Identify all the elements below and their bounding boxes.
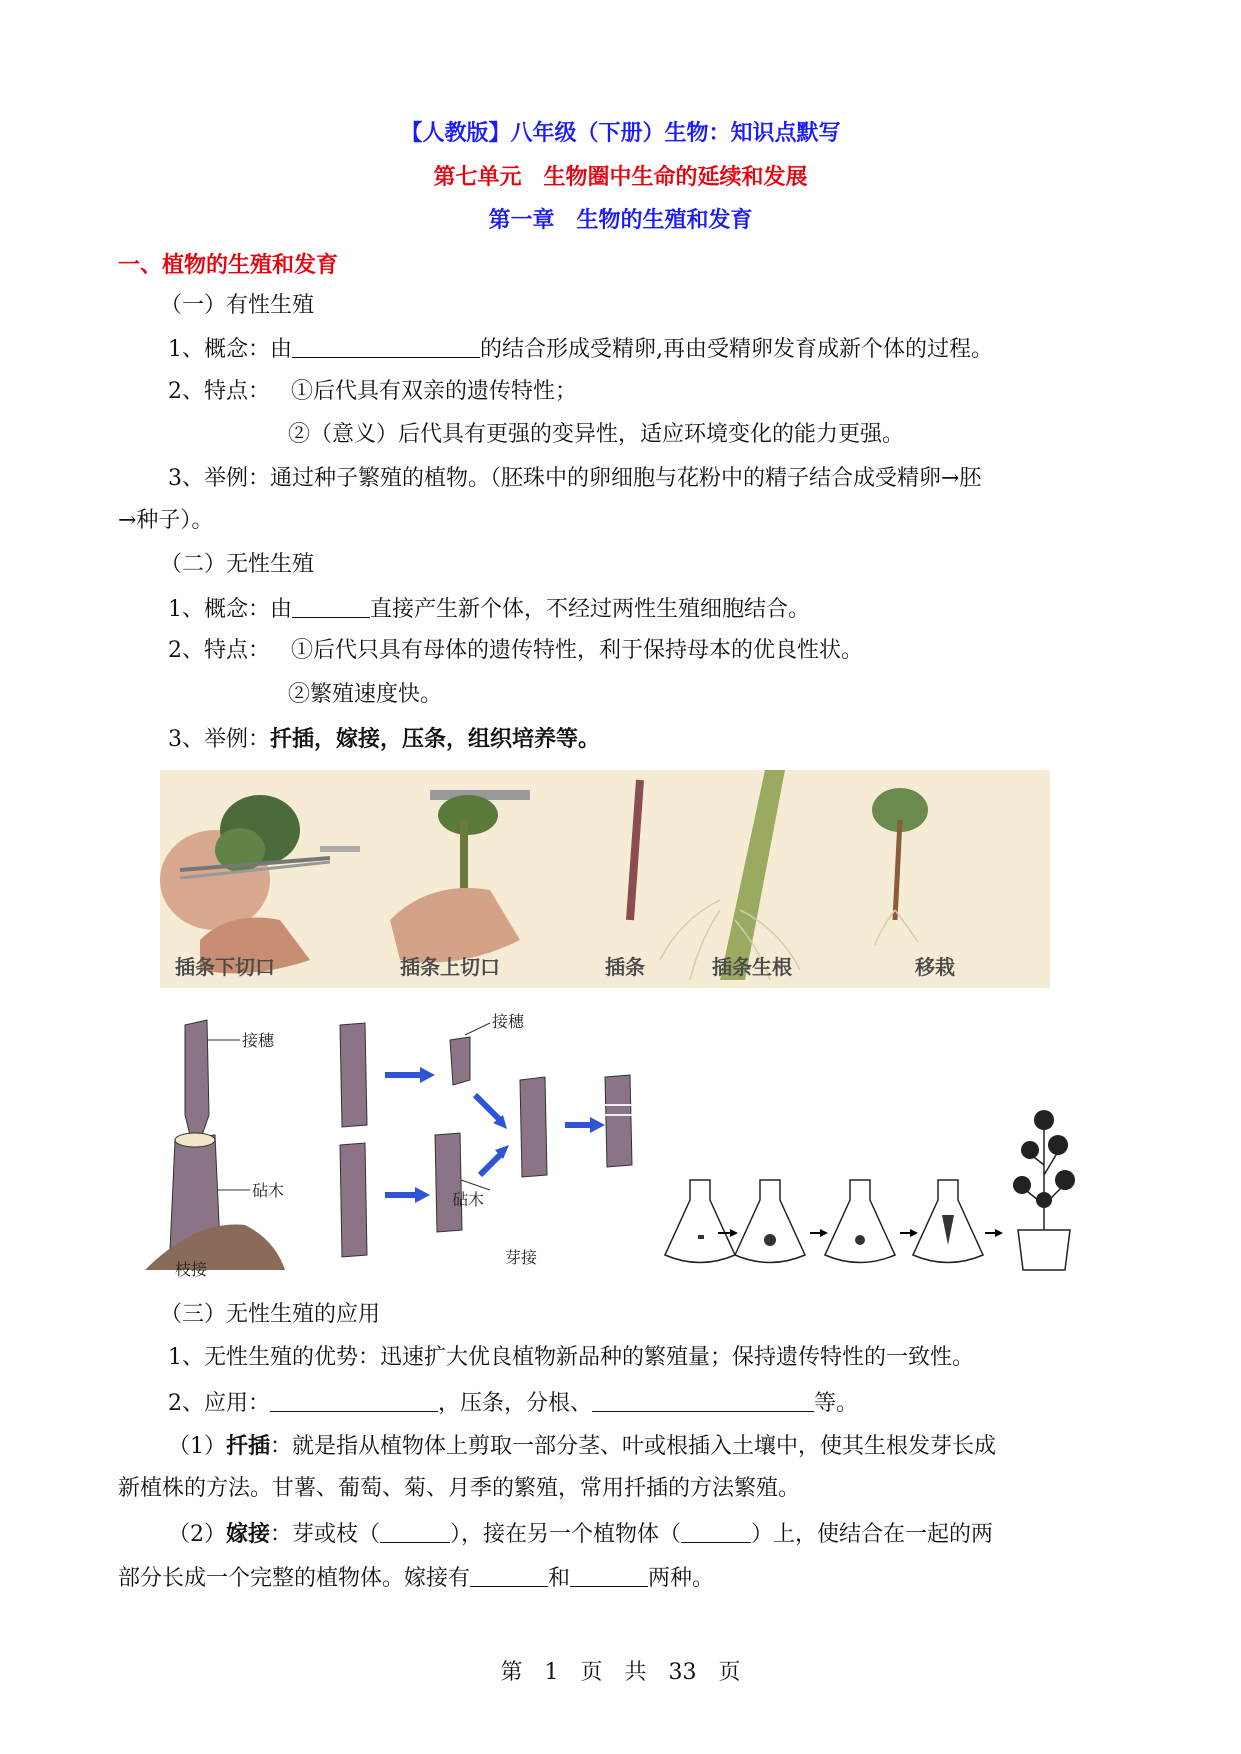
graft-2c: 两种。 [648, 1566, 715, 1591]
photo-label: 移栽 [915, 955, 955, 979]
fill-blank[interactable] [292, 333, 480, 358]
asexual-traits [168, 636, 863, 666]
apply-post: 等。 [814, 1391, 859, 1416]
fill-blank[interactable] [592, 1387, 814, 1412]
graft-2a: 部分长成一个完整的植物体。嫁接有 [118, 1566, 471, 1591]
grafting-diagram [145, 1005, 665, 1280]
fill-blank[interactable] [270, 1387, 438, 1412]
graft-2b: 和 [548, 1566, 571, 1591]
cutting-text: ：就是指从植物体上剪取一部分茎、叶或根插入土壤中，使其生根发芽长成 [270, 1434, 997, 1459]
graft-label: 砧木 [252, 1181, 285, 1200]
photo-label: 插条下切口 [175, 955, 275, 979]
graft-a: ：芽或枝（ [270, 1522, 381, 1547]
graft-num: （2） [168, 1522, 226, 1547]
asexual-heading: （二）无性生殖 [160, 552, 315, 577]
trait-label: 2、特点： [168, 638, 270, 663]
doc-title: 【人教版】八年级（下册）生物：知识点默写 [400, 120, 841, 146]
graft-line-1 [168, 1518, 993, 1550]
graft-label: 砧木 [452, 1190, 485, 1209]
fill-blank[interactable] [292, 593, 370, 618]
sexual-example-2: →种子）。 [118, 508, 214, 533]
application-heading: （三）无性生殖的应用 [160, 1302, 381, 1327]
asexual-concept-pre: 1、概念：由 [168, 597, 292, 622]
graft-label: 芽接 [505, 1248, 538, 1267]
sexual-example-1: 3、举例：通过种子繁殖的植物。（胚珠中的卵细胞与花粉中的精子结合成受精卵→胚 [168, 466, 982, 491]
example-bold: 扦插，嫁接，压条，组织培养等。 [270, 726, 601, 752]
application-line [168, 1387, 858, 1419]
fill-blank[interactable] [380, 1518, 450, 1543]
sexual-concept [168, 333, 993, 365]
cutting-line-2: 新植株的方法。甘薯、葡萄、菊、月季的繁殖，常用扦插的方法繁殖。 [118, 1476, 801, 1501]
asexual-example [168, 724, 600, 755]
graft-term: 嫁接 [226, 1521, 271, 1547]
cutting-term: 扦插 [226, 1433, 271, 1459]
photo-label: 插条 [605, 955, 645, 979]
fill-blank[interactable] [681, 1518, 751, 1543]
cutting-num: （1） [168, 1434, 226, 1459]
fill-blank[interactable] [570, 1562, 648, 1587]
sexual-heading: （一）有性生殖 [160, 293, 315, 318]
photo-label: 插条上切口 [400, 955, 500, 979]
sexual-concept-post: 的结合形成受精卵,再由受精卵发育成新个体的过程。 [480, 337, 993, 362]
graft-b: ），接在另一个植物体（ [450, 1522, 682, 1547]
unit-title: 第七单元 生物圈中生命的延续和发展 [433, 164, 808, 190]
cutting-photo [160, 770, 1050, 988]
chapter-title: 第一章 生物的生殖和发育 [488, 207, 753, 233]
asexual-concept [168, 593, 810, 625]
asexual-concept-post: 直接产生新个体，不经过两性生殖细胞结合。 [370, 597, 811, 622]
tissue-culture-diagram [660, 1105, 1090, 1280]
graft-label: 接穗 [492, 1012, 525, 1031]
sexual-traits [168, 377, 577, 407]
example-label: 3、举例： [168, 727, 270, 752]
graft-c: ）上，使结合在一起的两 [751, 1522, 994, 1547]
trait-2: ②（意义）后代具有更强的变异性，适应环境变化的能力更强。 [288, 422, 905, 447]
advantage-line: 1、无性生殖的优势：迅速扩大优良植物新品种的繁殖量；保持遗传特性的一致性。 [168, 1345, 974, 1370]
cutting-line-1 [168, 1431, 996, 1462]
graft-line-2 [118, 1562, 714, 1594]
trait-label: 2、特点： [168, 379, 270, 404]
sexual-concept-pre: 1、概念：由 [168, 337, 292, 362]
photo-label: 插条生根 [712, 955, 792, 979]
fill-blank[interactable] [470, 1562, 548, 1587]
apply-mid: ，压条，分根、 [438, 1391, 593, 1416]
apply-pre: 2、应用： [168, 1391, 270, 1416]
trait-1: ①后代具有双亲的遗传特性； [291, 379, 578, 404]
section-heading: 一、植物的生殖和发育 [118, 252, 339, 278]
trait-1: ①后代只具有母体的遗传特性，利于保持母本的优良性状。 [291, 638, 864, 663]
trait-2: ②繁殖速度快。 [288, 682, 443, 707]
page-footer: 第 1 页 共 33 页 [500, 1660, 741, 1685]
graft-label: 枝接 [175, 1260, 208, 1279]
graft-label: 接穗 [242, 1031, 275, 1050]
